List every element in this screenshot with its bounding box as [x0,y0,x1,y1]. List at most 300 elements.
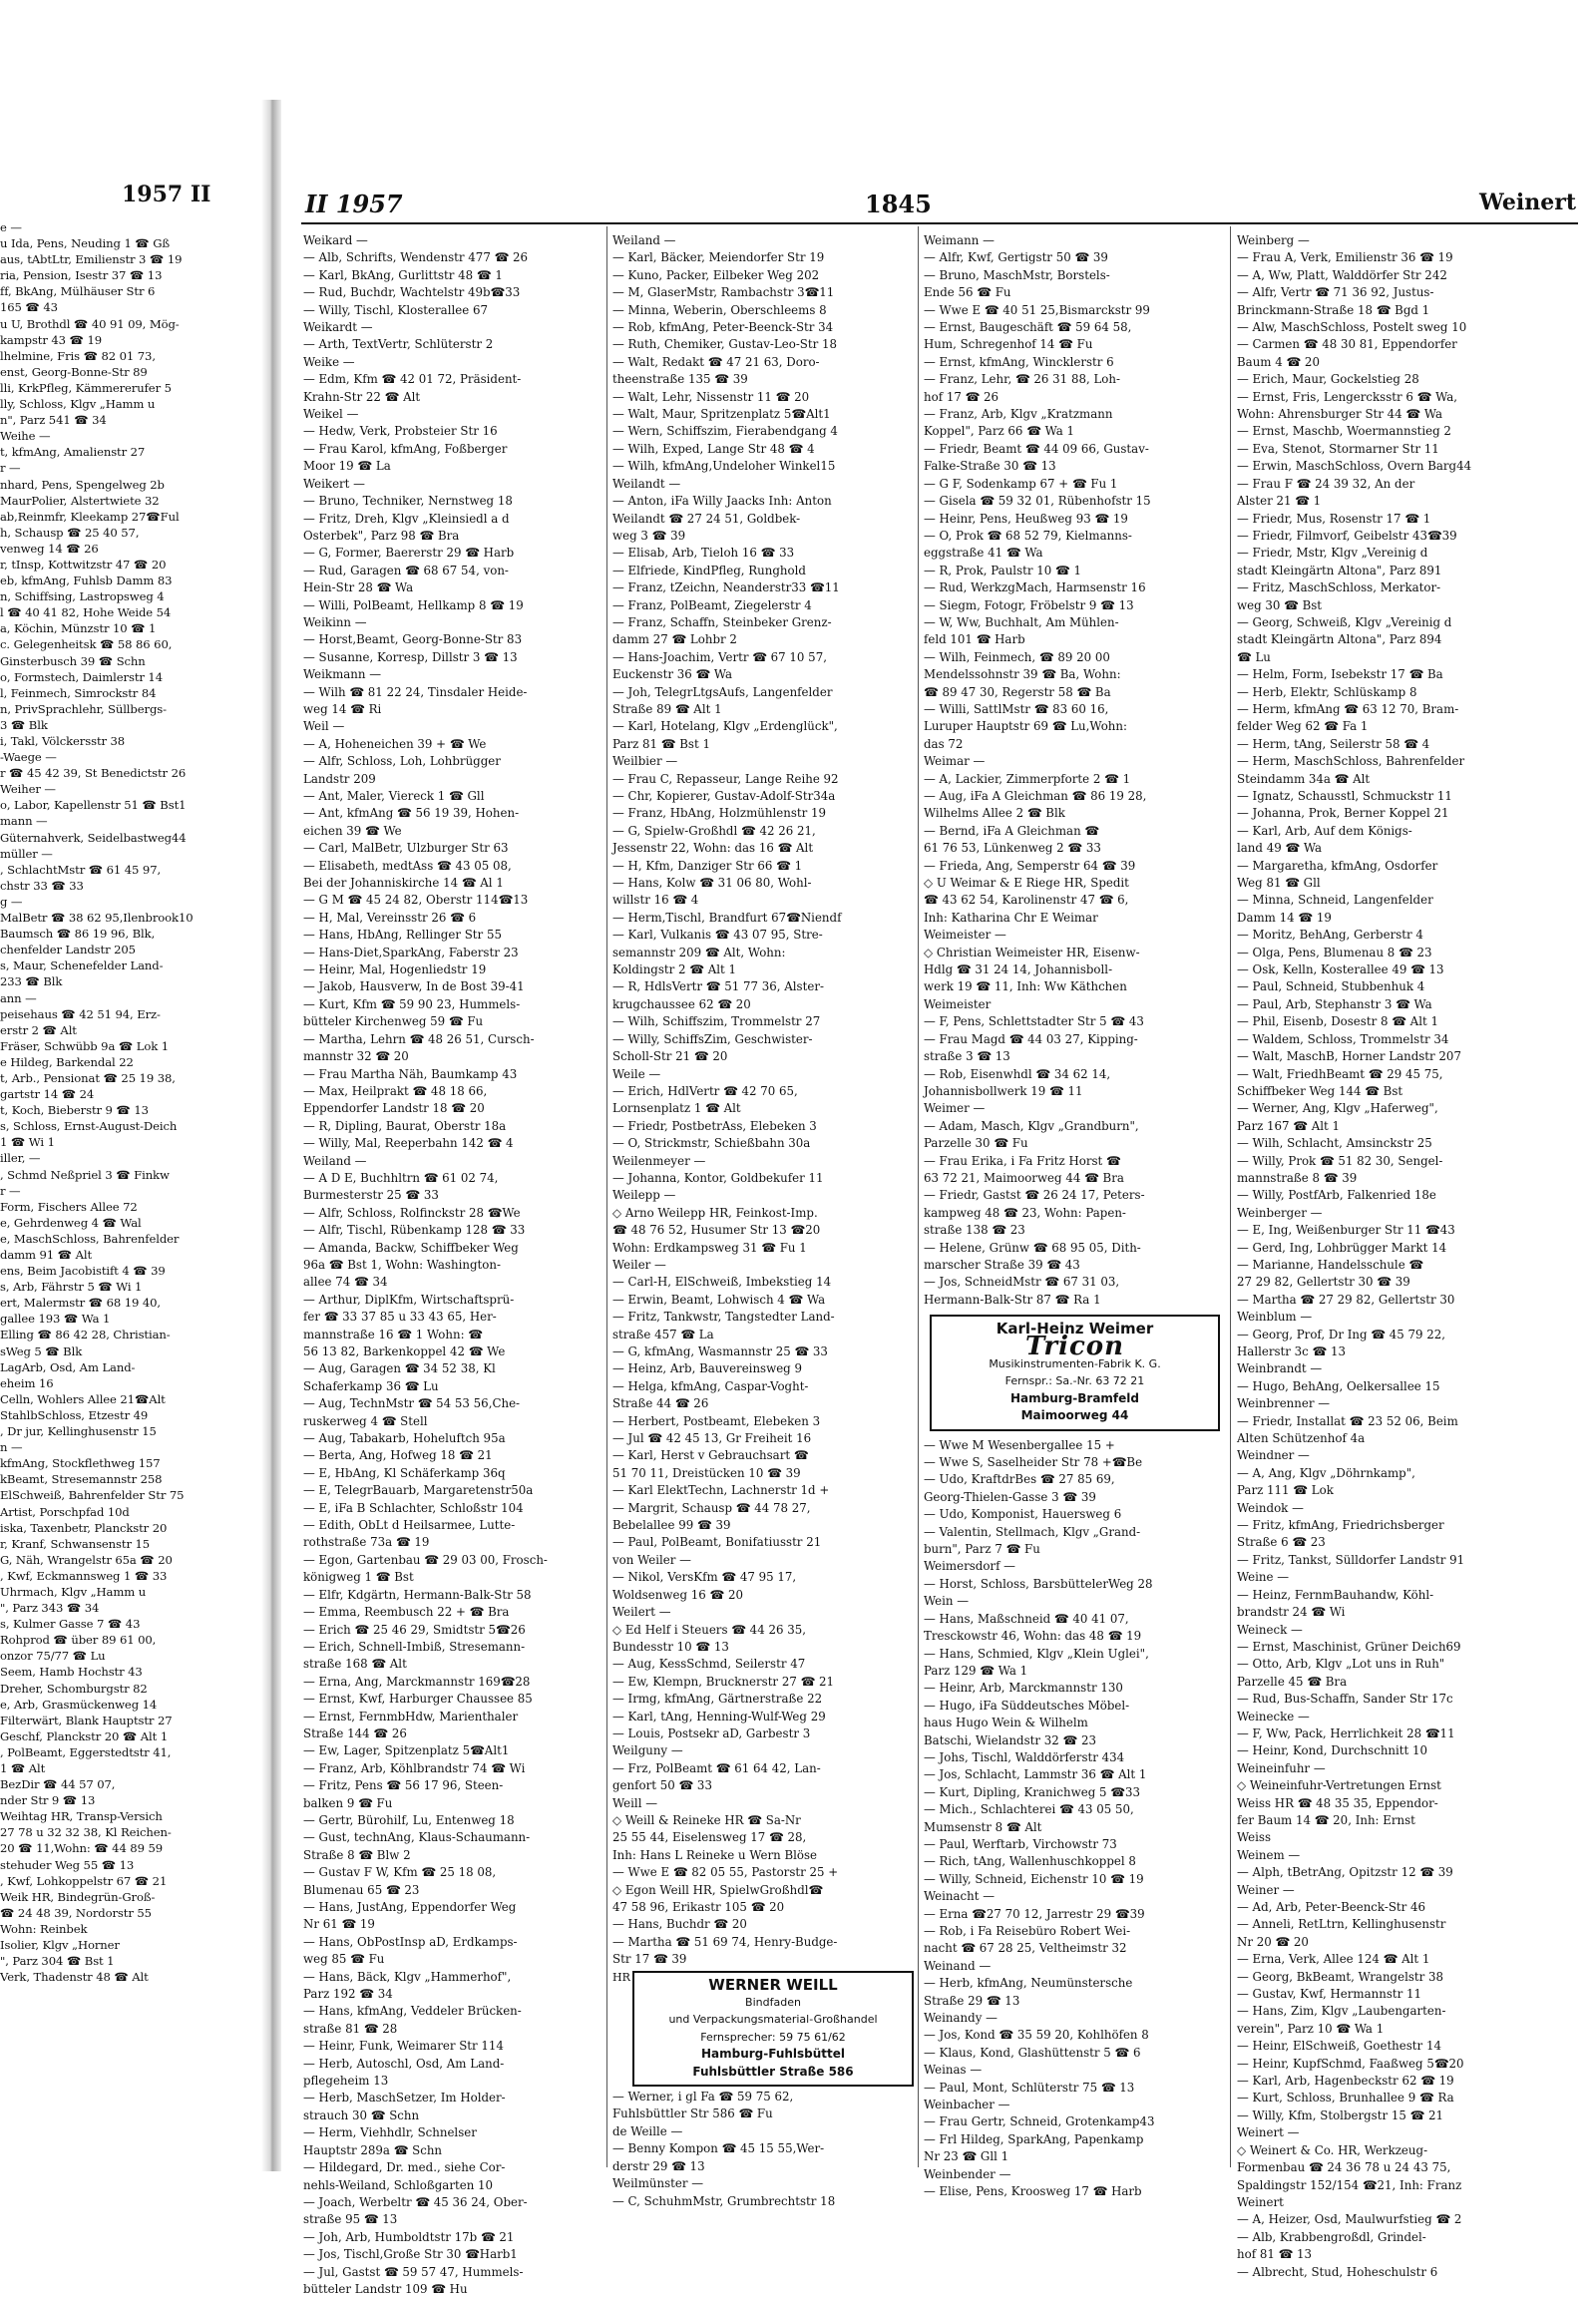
directory-entry-line: — Franz, Schaffn, Steinbeker Grenz- [612,614,832,629]
directory-entry-line: — Werner, Ang, Klgv „Haferweg", [1237,1101,1438,1116]
left-page-line: r — [0,1183,21,1198]
directory-entry-line: — Jul, Gastst ☎ 59 57 47, Hummels- [303,2264,524,2279]
directory-entry-line: straße 81 ☎ 28 [303,2021,398,2036]
directory-entry-line: — Jos, Schlacht, Lammstr 36 ☎ Alt 1 [924,1767,1147,1782]
left-page-line: G, Näh, Wrangelstr 65a ☎ 20 [0,1552,173,1567]
directory-entry-line: — Kuno, Packer, Eilbeker Weg 202 [612,267,820,282]
directory-entry-line: — Frau A, Verk, Emilienstr 36 ☎ 19 [1237,250,1453,265]
advertisement-weimer [930,1315,1220,1430]
directory-entry-line: — Karl ElektTechn, Lachnerstr 1d + [612,1483,830,1498]
directory-entry-line: ◇ Arno Weilepp HR, Feinkost-Imp. [612,1205,818,1220]
directory-entry-line: das 72 [924,736,964,751]
directory-entry-line: — Jul ☎ 42 45 13, Gr Freiheit 16 [612,1431,812,1446]
book-gutter [261,100,281,2171]
directory-entry-line: Parzelle 30 ☎ Fu [924,1136,1028,1151]
ad-line: Musikinstrumenten-Fabrik K. G. [989,1357,1161,1370]
left-page-line: s, Kulmer Gasse 7 ☎ 43 [0,1617,141,1632]
directory-entry-line: semannstr 209 ☎ Alt, Wohn: [612,945,786,959]
directory-entry-line: — Nikol, VersKfm ☎ 47 95 17, [612,1570,797,1585]
directory-entry-line: Baum 4 ☎ 20 [1237,354,1320,369]
directory-entry-line: — Willy, Prok ☎ 51 82 30, Sengel- [1237,1153,1443,1168]
directory-entry-line: — Olga, Pens, Blumenau 8 ☎ 23 [1237,945,1432,959]
directory-entry-line: — Martha ☎ 51 69 74, Henry-Budge- [612,1934,838,1949]
directory-entry-line: Str 17 ☎ 39 [612,1952,687,1967]
directory-entry-line: Weilbier — [612,754,678,769]
directory-entry-line: — Joh, TelegrLtgsAufs, Langenfelder [612,684,833,699]
directory-entry-line: Lornsenplatz 1 ☎ Alt [612,1101,741,1116]
directory-entry-line: Parz 111 ☎ Lok [1237,1483,1334,1498]
directory-entry-line: Hallerstr 3c ☎ 13 [1237,1344,1346,1358]
left-page-line: e, Gehrdenweg 4 ☎ Wal [0,1215,142,1230]
directory-entry-line: — Emma, Reembusch 22 + ☎ Bra [303,1605,510,1620]
ad-line: Fernspr.: Sa.-Nr. 63 72 21 [1004,1374,1145,1388]
directory-entry-line: — Ew, Lager, Spitzenplatz 5☎Alt1 [303,1743,510,1758]
directory-entry-line: — R, HdlsVertr ☎ 51 77 36, Alster- [612,979,824,994]
left-page-line: e, MaschSchloss, Bahrenfelder [0,1231,180,1246]
directory-entry-line: eichen 39 ☎ We [303,823,402,838]
directory-entry-line: — Marianne, Handelsschule ☎ [1237,1257,1424,1272]
directory-entry-line: — Rud, Bus-Schaffn, Sander Str 17c [1237,1692,1453,1707]
directory-entry-line: fer Baum 14 ☎ 20, Inh: Ernst [1237,1812,1415,1827]
directory-entry-line: — Ernst, FernmbHdw, Marienthaler [303,1709,519,1724]
directory-entry-line: — Erna, Ang, Marckmannstr 169☎28 [303,1674,531,1689]
directory-entry-line: — Hildegard, Dr. med., siehe Cor- [303,2160,506,2175]
left-page-line: kampstr 43 ☎ 19 [0,332,103,347]
directory-entry-line: — Moritz, BehAng, Gerberstr 4 [1237,928,1423,943]
directory-entry-line: — Alph, tBetrAng, Opitzstr 12 ☎ 39 [1237,1865,1453,1880]
directory-entry-line: ☎ 89 47 30, Regerstr 58 ☎ Ba [924,684,1111,699]
directory-entry-line: — Alb, Schrifts, Wendenstr 477 ☎ 26 [303,250,529,265]
directory-entry-line: Weiss [1237,1830,1272,1845]
directory-entry-line: — Frau Erika, i Fa Fritz Horst ☎ [924,1153,1121,1168]
directory-entry-line: — Wern, Schiffszim, Fierabendgang 4 [612,424,838,439]
directory-entry-line: Weinem — [1237,1847,1301,1862]
directory-entry-line: — Johanna, Kontor, Goldbekufer 11 [612,1170,824,1185]
directory-entry-line: — Erich, Maur, Gockelstieg 28 [1237,372,1419,387]
directory-entry-line: Alster 21 ☎ 1 [1237,494,1322,509]
directory-entry-line: — Georg, BkBeamt, Wrangelstr 38 [1237,1969,1444,1984]
ad-side-mark: HR [612,1970,630,1984]
directory-entry-line: — Helene, Grünw ☎ 68 95 05, Dith- [924,1240,1141,1255]
left-page-line: s, Maur, Schenefelder Land- [0,958,164,973]
directory-entry-line: — Hans-Joachim, Vertr ☎ 67 10 57, [612,649,827,664]
directory-entry-line: — Herm, MaschSchloss, Bahrenfelder [1237,754,1465,769]
directory-entry-line: — Karl, tAng, Henning-Wulf-Weg 29 [612,1709,826,1724]
left-page-line: Geschf, Planckstr 20 ☎ Alt 1 [0,1728,169,1743]
directory-entry-line: — W, Ww, Buchhalt, Am Mühlen- [924,614,1119,629]
directory-entry-line: Jessenstr 22, Wohn: das 16 ☎ Alt [612,841,814,856]
directory-entry-line: Weikel — [303,407,359,422]
directory-entry-line: — Max, Heilprakt ☎ 48 18 66, [303,1083,488,1098]
left-page-line: lhelmine, Fris ☎ 82 01 73, [0,348,156,363]
directory-entry-line: — Albrecht, Stud, Hoheschulstr 6 [1237,2264,1438,2279]
directory-entry-line: Weimann — [924,233,995,247]
directory-entry-line: Parz 167 ☎ Alt 1 [1237,1118,1341,1133]
directory-entry-line: — Waldem, Schloss, Trommelstr 34 [1237,1031,1449,1046]
directory-entry-line: — Willy, SchiffsZim, Geschwister- [612,1031,813,1046]
directory-entry-line: — Willy, PostfArb, Falkenried 18e [1237,1188,1436,1203]
directory-entry-line: — Kurt, Kfm ☎ 59 90 23, Hummels- [303,996,521,1011]
directory-column-4 [1237,232,1546,2279]
left-page-line: e — [0,220,22,234]
directory-entry-line: 61 76 53, Lünkenweg 2 ☎ 33 [924,841,1101,856]
directory-entry-line: von Weiler — [612,1552,691,1567]
directory-entry-line: — Ew, Klempn, Brucknerstr 27 ☎ 21 [612,1674,835,1689]
directory-entry-line: Weilepp — [612,1188,676,1203]
directory-entry-line: straße 3 ☎ 13 [924,1049,1010,1064]
directory-entry-line: — Franz, PolBeamt, Ziegelerstr 4 [612,597,812,612]
directory-entry-line: — Friedr, Beamt ☎ 44 09 66, Gustav- [924,441,1149,456]
directory-entry-line: Weindok — [1237,1500,1304,1515]
left-page-line: l, Feinmech, Simrockstr 84 [0,685,157,700]
directory-entry-line: — Herb, Autoschl, Osd, Am Land- [303,2056,505,2071]
directory-entry-line: — Helm, Form, Isebekstr 17 ☎ Ba [1237,667,1443,682]
directory-entry-line: — Elise, Pens, Kroosweg 17 ☎ Harb [924,2184,1142,2199]
directory-entry-line: — Hugo, iFa Süddeutsches Möbel- [924,1698,1130,1713]
left-page-line: e Hildeg, Barkendal 22 [0,1054,134,1069]
directory-entry-line: stadt Kleingärtn Altona", Parz 894 [1237,632,1442,647]
directory-entry-line: theenstraße 135 ☎ 39 [612,372,748,387]
directory-entry-line: kampweg 48 ☎ 23, Wohn: Papen- [924,1205,1126,1220]
directory-entry-line: — Kurt, Schloss, Brunhallee 9 ☎ Ra [1237,2091,1454,2106]
directory-entry-line: Johannisbollwerk 19 ☎ 11 [924,1083,1083,1098]
left-page-line: Baumsch ☎ 86 19 96, Blk, [0,927,156,942]
directory-entry-line: — Phil, Eisenb, Dosestr 8 ☎ Alt 1 [1237,1014,1438,1029]
directory-entry-line: — Arth, TextVertr, Schlüterstr 2 [303,337,494,352]
directory-entry-line: Damm 14 ☎ 19 [1237,910,1332,925]
directory-entry-line: — Alfr, Schloss, Rolfinckstr 28 ☎We [303,1205,521,1220]
directory-entry-line: — Alfr, Tischl, Rübenkamp 128 ☎ 33 [303,1223,526,1238]
directory-entry-line: willstr 16 ☎ 4 [612,893,699,908]
directory-entry-line: — Martha, Lehrn ☎ 48 26 51, Cursch- [303,1031,535,1046]
directory-entry-line: — Karl, BkAng, Gurlittstr 48 ☎ 1 [303,267,503,282]
directory-entry-line: — Herb, MaschSetzer, Im Holder- [303,2091,506,2106]
directory-entry-line: — Karl, Herst v Gebrauchsart ☎ [612,1448,809,1463]
directory-entry-line: — Jos, SchneidMstr ☎ 67 31 03, [924,1275,1120,1290]
directory-entry-line: 56 13 82, Barkenkoppel 42 ☎ We [303,1344,506,1358]
directory-entry-line: Wein — [924,1594,970,1609]
directory-entry-line: — Minna, Schneid, Langenfelder [1237,893,1433,908]
left-page-line: LagArb, Osd, Am Land- [0,1359,136,1374]
directory-entry-line: Weilmünster — [612,2176,704,2191]
directory-entry-line: — Georg, Schweiß, Klgv „Vereinig d [1237,614,1452,629]
left-page-line: gartstr 14 ☎ 24 [0,1087,95,1102]
left-page-line: g — [0,894,23,909]
directory-entry-line: — Franz, Arb, Klgv „Kratzmann [924,407,1113,422]
directory-entry-line: — Hans, Schmied, Klgv „Klein Uglei", [924,1646,1149,1661]
left-page-line: ria, Pension, Isestr 37 ☎ 13 [0,268,163,283]
directory-entry-line: — E, TelegrBauarb, Margaretenstr50a [303,1483,534,1498]
directory-entry-line: — Otto, Arb, Klgv „Lot uns in Ruh" [1237,1657,1445,1672]
directory-entry-line: 96a ☎ Bst 1, Wohn: Washington- [303,1257,501,1272]
left-page-line: Rohprod ☎ über 89 61 00, [0,1633,157,1648]
left-page-line: , Kwf, Lohkoppelstr 67 ☎ 21 [0,1873,168,1888]
directory-entry-line: derstr 29 ☎ 13 [612,2158,705,2173]
directory-entry-line: — Georg, Prof, Dr Ing ☎ 45 79 22, [1237,1327,1446,1341]
directory-entry-line: — A, Ang, Klgv „Döhrnkamp", [1237,1465,1415,1480]
directory-entry-line: Hauptstr 289a ☎ Schn [303,2142,443,2157]
directory-entry-line: Woldsenweg 16 ☎ 20 [612,1587,743,1602]
directory-entry-line: — Franz, tZeichn, Neanderstr33 ☎11 [612,580,840,595]
left-page-line: , Schmd Neßpriel 3 ☎ Finkw [0,1167,170,1182]
advertisement-weill [612,1969,914,2089]
directory-entry-line: weg 3 ☎ 39 [612,528,686,543]
directory-entry-line: — Bruno, Techniker, Nernstweg 18 [303,494,513,509]
directory-entry-line: — H, Mal, Vereinsstr 26 ☎ 6 [303,910,477,925]
directory-entry-line: — Klaus, Kond, Glashüttenstr 5 ☎ 6 [924,2045,1141,2060]
directory-entry-line: pflegeheim 13 [303,2074,389,2089]
directory-entry-line: — Frieda, Ang, Semperstr 64 ☎ 39 [924,858,1136,873]
directory-entry-line: — Wilh, Schlacht, Amsinckstr 25 [1237,1136,1432,1151]
directory-entry-line: — Paul, Mont, Schlüterstr 75 ☎ 13 [924,2080,1135,2095]
directory-entry-line: — Udo, KraftdrBes ☎ 27 85 69, [924,1472,1115,1487]
directory-entry-line: Weinbacher — [924,2098,1010,2112]
directory-entry-line: — Joach, Werbeltr ☎ 45 36 24, Ober- [303,2194,528,2209]
directory-entry-line: feld 101 ☎ Harb [924,632,1025,647]
directory-entry-line: — Margrit, Schausp ☎ 44 78 27, [612,1500,811,1515]
directory-entry-line: — E, iFa B Schlachter, Schloßstr 104 [303,1500,524,1515]
directory-entry-line: 25 55 44, Eiselensweg 17 ☎ 28, [612,1830,807,1845]
directory-entry-line: — Alfr, Schloss, Loh, Lohbrügger [303,754,501,769]
directory-entry-line: — Fritz, Dreh, Klgv „Kleinsiedl a d [303,511,510,526]
directory-entry-line: — Ernst, Kwf, Harburger Chaussee 85 [303,1692,533,1707]
directory-entry-line: strauch 30 ☎ Schn [303,2107,420,2122]
left-page-line: peisehaus ☎ 42 51 94, Erz- [0,1006,161,1021]
directory-entry-line: — Fritz, kfmAng, Friedrichsberger [1237,1518,1444,1533]
left-page-line: erstr 2 ☎ Alt [0,1022,77,1037]
directory-entry-line: — Erwin, Beamt, Lohwisch 4 ☎ Wa [612,1292,826,1307]
directory-entry-line: — Paul, Schneid, Stubbenhuk 4 [1237,979,1425,994]
directory-entry-line: — Anton, iFa Willy Jaacks Inh: Anton [612,494,832,509]
left-page-line: Isolier, Klgv „Horner [0,1938,120,1953]
directory-entry-line: — Heinr, KupfSchmd, Faaßweg 5☎20 [1237,2056,1464,2071]
directory-entry-line: — Werner, i gl Fa ☎ 59 75 62, [612,2090,794,2105]
directory-entry-line: Spaldingstr 152/154 ☎21, Inh: Franz [1237,2177,1462,2192]
left-page-line: Wohn: Reinbek [0,1921,88,1936]
directory-entry-line: — Karl, Arb, Hagenbeckstr 62 ☎ 19 [1237,2074,1454,2089]
left-page-line: , SchlachtMstr ☎ 61 45 97, [0,862,162,877]
directory-entry-line: — Ernst, Maschinist, Grüner Deich69 [1237,1639,1461,1654]
directory-entry-line: Brinckmann-Straße 18 ☎ Bgd 1 [1237,302,1430,317]
directory-entry-line: mannstr 32 ☎ 20 [303,1049,409,1064]
directory-entry-line: — Ad, Arb, Peter-Beenck-Str 46 [1237,1900,1426,1914]
directory-entry-line: — G M ☎ 45 24 82, Oberstr 114☎13 [303,893,529,908]
left-page-line: Weihtag HR, Transp-Versich [0,1809,163,1824]
directory-entry-line: — Wilh, kfmAng,Undeloher Winkel15 [612,459,836,474]
directory-entry-line: — Wilh, Schiffszim, Trommelstr 27 [612,1014,821,1029]
directory-entry-line: ◇ U Weimar & E Riege HR, Spedit [924,876,1129,891]
left-page-line: iska, Taxenbetr, Planckstr 20 [0,1520,168,1535]
directory-entry-line: Schiffbeker Weg 144 ☎ Bst [1237,1083,1403,1098]
directory-entry-line: Wohn: Erdkampsweg 31 ☎ Fu 1 [612,1240,807,1255]
left-page-line: u U, Brothdl ☎ 40 91 09, Mög- [0,316,180,331]
directory-entry-line: — Friedr, PostbetrAss, Elebeken 3 [612,1118,817,1133]
directory-entry-line: Parz 129 ☎ Wa 1 [924,1663,1028,1678]
directory-entry-line: — Carl, MalBetr, Ulzburger Str 63 [303,841,509,856]
left-page-line: chstr 33 ☎ 33 [0,878,84,893]
directory-entry-line: — Aug, Garagen ☎ 34 52 38, Kl [303,1361,496,1376]
directory-entry-line: Weineinfuhr — [1237,1760,1326,1775]
directory-entry-line: Weinert [1237,2194,1284,2209]
directory-entry-line: — H, Kfm, Danziger Str 66 ☎ 1 [612,858,803,873]
left-page-line: lly, Schloss, Klgv „Hamm u [0,397,156,412]
directory-entry-line: — Rud, WerkzgMach, Harmsenstr 16 [924,580,1146,595]
directory-entry-line: — Hedw, Verk, Probsteier Str 16 [303,424,498,439]
directory-entry-line: hof 17 ☎ 26 [924,389,999,404]
directory-entry-line: Weilandt — [612,476,681,491]
directory-entry-line: Weine — [1237,1570,1290,1585]
directory-entry-line: marscher Straße 39 ☎ 43 [924,1257,1080,1272]
directory-entry-line: balken 9 ☎ Fu [303,1795,393,1810]
directory-entry-line: — Rich, tAng, Wallenhuschkoppel 8 [924,1854,1136,1869]
directory-entry-line: felder Weg 62 ☎ Fa 1 [1237,719,1369,734]
directory-entry-line: — Mich., Schlachterei ☎ 43 05 50, [924,1802,1134,1817]
directory-entry-line: — Chr, Kopierer, Gustav-Adolf-Str34a [612,789,836,803]
directory-entry-line: — Walt, Maur, Spritzenplatz 5☎Alt1 [612,407,831,422]
directory-entry-line: — Adam, Masch, Klgv „Grandburn", [924,1118,1139,1133]
left-page-line: ert, Malermstr ☎ 68 19 40, [0,1296,161,1311]
left-page-line: Weik HR, Bindegrün-Groß- [0,1889,156,1904]
left-page-line: ann — [0,990,37,1005]
ad-logo: Tricon [1024,1331,1125,1361]
directory-entry-line: — Siegm, Fotogr, Fröbelstr 9 ☎ 13 [924,597,1134,612]
directory-entry-line: Koppel", Parz 66 ☎ Wa 1 [924,424,1075,439]
directory-entry-line: — A, Lackier, Zimmerpforte 2 ☎ 1 [924,771,1131,786]
directory-entry-line: stadt Kleingärtn Altona", Parz 891 [1237,563,1442,577]
directory-entry-line: ◇ Weill & Reineke HR ☎ Sa-Nr [612,1812,801,1827]
column-divider [1230,226,1231,2167]
directory-entry-line: Luruper Hauptstr 69 ☎ Lu,Wohn: [924,719,1127,734]
left-page [0,120,261,2171]
directory-entry-line: — Willy, Mal, Reeperbahn 142 ☎ 4 [303,1136,514,1151]
directory-entry-line: — R, Prok, Paulstr 10 ☎ 1 [924,563,1081,577]
left-page-line: -Waege — [0,750,57,765]
directory-entry-line: Inh: Hans L Reineke u Wern Blöse [612,1847,818,1862]
directory-entry-line: Tresckowstr 46, Wohn: das 48 ☎ 19 [924,1629,1142,1644]
left-page-line: chenfelder Landstr 205 [0,943,136,958]
left-page-line: t, Arb., Pensionat ☎ 25 19 38, [0,1070,176,1085]
directory-entry-line: — Erna, Verk, Allee 124 ☎ Alt 1 [1237,1952,1430,1967]
left-page-line: n", Parz 541 ☎ 34 [0,413,107,428]
directory-entry-line: — Frau Gertr, Schneid, Grotenkamp43 [924,2114,1155,2129]
directory-entry-line: — Elfr, Kdgärtn, Hermann-Balk-Str 58 [303,1587,532,1602]
directory-entry-line: — Johs, Tischl, Walddörferstr 434 [924,1749,1125,1764]
directory-entry-line: — Ernst, Baugeschäft ☎ 59 64 58, [924,320,1132,335]
header-rule [301,222,1578,224]
directory-entry-line: — Rud, Garagen ☎ 68 67 54, von- [303,563,509,577]
directory-entry-line: Straße 8 ☎ Blw 2 [303,1847,411,1862]
directory-entry-line: Mendelssohnstr 39 ☎ Ba, Wohn: [924,667,1121,682]
directory-entry-line: — Alw, MaschSchloss, Postelt sweg 10 [1237,320,1467,335]
directory-entry-line: Nr 23 ☎ Gll 1 [924,2149,1009,2164]
directory-entry-line: Weilert — [612,1605,671,1620]
directory-entry-line: Krahn-Str 22 ☎ Alt [303,389,421,404]
directory-entry-line: — Herm, kfmAng ☎ 63 12 70, Bram- [1237,701,1459,716]
directory-entry-line: — Frz, PolBeamt ☎ 61 64 42, Lan- [612,1760,821,1775]
directory-entry-line: Straße 29 ☎ 13 [924,1993,1020,2008]
directory-entry-line: — Hans, Zim, Klgv „Laubengarten- [1237,2004,1446,2019]
directory-entry-line: Weikinn — [303,614,367,629]
directory-entry-line: — Willy, Schneid, Eichenstr 10 ☎ 19 [924,1871,1144,1886]
left-page-header: 1957 II [122,182,211,207]
directory-entry-line: — Erna ☎27 70 12, Jarrestr 29 ☎39 [924,1906,1145,1921]
directory-entry-line: Nr 61 ☎ 19 [303,1917,375,1932]
directory-entry-line: — Friedr, Filmvorf, Geibelstr 43☎39 [1237,528,1457,543]
directory-entry-line: Weinbender — [924,2166,1011,2181]
left-page-line: ElSchweiß, Bahrenfelder Str 75 [0,1488,185,1503]
directory-entry-line: Weinas — [924,2063,983,2078]
directory-entry-line: — A D E, Buchhltrn ☎ 61 02 74, [303,1170,499,1185]
left-page-line: kfmAng, Stockflethweg 157 [0,1456,161,1471]
directory-entry-line: Bei der Johanniskirche 14 ☎ Al 1 [303,876,504,891]
directory-entry-line: — Heinz, Arb, Bauvereinsweg 9 [612,1361,802,1376]
left-page-line: StahlbSchloss, Etzestr 49 [0,1407,149,1422]
left-page-line: 165 ☎ 43 [0,300,58,315]
directory-entry-line: Weinberger — [1237,1205,1323,1220]
directory-entry-line: — Frau Karol, kfmAng, Foßberger [303,441,508,456]
left-page-line: 20 ☎ 11,Wohn: ☎ 44 89 59 [0,1841,163,1856]
directory-entry-line: 47 58 96, Erikastr 105 ☎ 20 [612,1900,785,1914]
directory-entry-line: straße 138 ☎ 23 [924,1223,1025,1238]
directory-entry-line: — Johanna, Prok, Berner Koppel 21 [1237,806,1449,821]
directory-entry-line: — Karl, Arb, Auf dem Königs- [1237,823,1412,838]
left-page-line: nhard, Pens, Spengelweg 2b [0,477,165,492]
directory-entry-line: — Ernst, Maschb, Woermannstieg 2 [1237,424,1451,439]
directory-entry-line: — Herm, Viehhdlr, Schnelser [303,2125,477,2140]
ad-line: Bindfaden [745,1996,801,2010]
column-divider [918,226,919,2167]
left-page-line: l ☎ 40 41 82, Hohe Weide 54 [0,605,172,620]
directory-entry-line: — Ant, kfmAng ☎ 56 19 39, Hohen- [303,806,520,821]
directory-entry-line: — Erwin, MaschSchloss, Overn Barg44 [1237,459,1472,474]
directory-entry-line: — Wilh, Feinmech, ☎ 89 20 00 [924,649,1110,664]
left-page-line: eb, kfmAng, Fuhlsb Damm 83 [0,574,173,588]
left-page-line: r, Kranf, Schwansenstr 15 [0,1536,151,1551]
directory-entry-line: — Hans, kfmAng, Veddeler Brücken- [303,2004,522,2019]
left-page-line: c. Gelegenheitsk ☎ 58 86 60, [0,637,173,652]
directory-entry-line: — Herbert, Postbeamt, Elebeken 3 [612,1413,821,1428]
directory-entry-line: Mumsenstr 8 ☎ Alt [924,1819,1042,1834]
directory-entry-line: — Anneli, RetLtrn, Kellinghusenstr [1237,1917,1446,1932]
directory-entry-line: — A, Hoheneichen 39 + ☎ We [303,736,487,751]
directory-entry-line: de Weille — [612,2123,683,2138]
directory-entry-line: — Herm,Tischl, Brandfurt 67☎Niendf [612,910,842,925]
directory-entry-line: — Friedr, Mstr, Klgv „Vereinig d [1237,546,1428,561]
directory-entry-line: Weinbrenner — [1237,1396,1331,1411]
directory-column-1 [303,232,602,2296]
directory-entry-line: Weilandt ☎ 27 24 51, Goldbek- [612,511,801,526]
directory-entry-line: ruskerweg 4 ☎ Stell [303,1413,428,1428]
left-page-line: Seem, Hamb Hochstr 43 [0,1665,143,1680]
directory-entry-line: — Horst,Beamt, Georg-Bonne-Str 83 [303,632,523,647]
directory-entry-line: — Hans-Diet,SparkAng, Faberstr 23 [303,945,519,959]
ad-line: Fuhlsbüttler Straße 586 [692,2064,854,2079]
left-page-line: enst, Georg-Bonne-Str 89 [0,364,148,379]
left-page-line: s, Schloss, Ernst-August-Deich [0,1119,178,1134]
directory-entry-line: Weill — [612,1795,658,1810]
directory-entry-line: — Valentin, Stellmach, Klgv „Grand- [924,1524,1141,1539]
directory-entry-line: verein", Parz 10 ☎ Wa 1 [1237,2021,1385,2036]
left-page-line: 233 ☎ Blk [0,974,63,989]
left-page-line: r ☎ 45 42 39, St Benedictstr 26 [0,766,187,781]
directory-entry-line: Osterbek", Parz 98 ☎ Bra [303,528,460,543]
directory-entry-line: — Heinz, FernmBauhandw, Köhl- [1237,1587,1434,1602]
directory-entry-line: — Wilh ☎ 81 22 24, Tinsdaler Heide- [303,684,528,699]
directory-entry-line: Straße 6 ☎ 23 [1237,1535,1326,1550]
directory-entry-line: — Frau C, Repasseur, Lange Reihe 92 [612,771,839,786]
ad-line: Hamburg-Fuhlsbüttel [700,2047,846,2062]
directory-entry-line: — E, HbAng, Kl Schäferkamp 36q [303,1465,506,1480]
